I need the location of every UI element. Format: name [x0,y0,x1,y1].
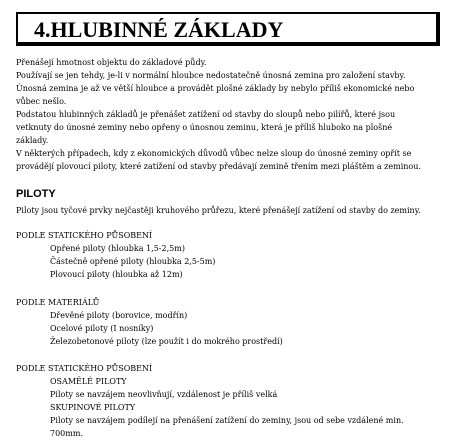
intro-line: provádějí plovoucí piloty, které zatížení od stavby předávají zemině třením mezi pláštěm a zeminou. [16,162,421,171]
intro-line: vůbec nešlo. [16,97,67,106]
chapter-title: 4.HLUBINNÉ ZÁKLADY [34,17,284,42]
list-item: Částečně opřené piloty (hloubka 2,5-5m) [50,257,216,266]
intro-line: Únosná zemina je až ve větší hloubce a provádět plošné základy by nebylo příliš ekonomické nebo [16,84,415,93]
list-item: Plovoucí piloty (hloubka až 12m) [50,270,183,279]
intro-line: Používají se jen tehdy, je-li v normální hloubce nedostatečně únosná zemina pro založení stavby. [16,71,406,80]
intro-line: Přenášejí hmotnost objektu do základové půdy. [16,58,207,67]
intro-line: základy. [16,136,49,145]
list-item: Piloty se navzájem neovlivňují, vzdálenost je příliš velká [50,390,278,399]
group-heading: PODLE STATICKÉHO PŮSOBENÍ [16,231,153,240]
intro-line: V některých případech, kdy z ekonomických důvodů vůbec nelze sloup do únosné zeminy opřít se [16,149,412,158]
list-item: 700mm. [50,429,83,438]
piloty-definition: Piloty jsou tyčové prvky nejčastěji kruhového průřezu, které přenášejí zatížení od stavby do zeminy. [16,206,421,215]
chapter-title-box [16,12,440,46]
list-item: Piloty se navzájem podílejí na přenášení zatížení do zeminy, jsou od sebe vzdálené min. [50,416,404,425]
group-heading: PODLE MATERIÁLŮ [16,298,100,307]
intro-line: vetknuty do únosné zeminy nebo opřeny o únosnou zeminu, která je příliš hluboko na plošné [16,123,393,132]
list-item: OSAMĚLÉ PILOTY [50,377,127,386]
list-item: SKUPINOVÉ PILOTY [50,403,136,412]
list-item: Dřevěné piloty (borovice, modřín) [50,311,188,320]
list-item: Opřené piloty (hloubka 1,5-2,5m) [50,244,185,253]
section-heading-piloty: PILOTY [16,188,56,200]
intro-line: Podstatou hlubinných základů je přenášet zatížení od stavby do sloupů nebo pilířů, které jsou [16,110,396,119]
list-item: Železobetonové piloty (lze použít i do mokrého prostředí) [50,337,283,346]
group-heading: PODLE STATICKÉHO PŮSOBENÍ [16,364,153,373]
list-item: Ocelové piloty (I nosníky) [50,324,154,333]
